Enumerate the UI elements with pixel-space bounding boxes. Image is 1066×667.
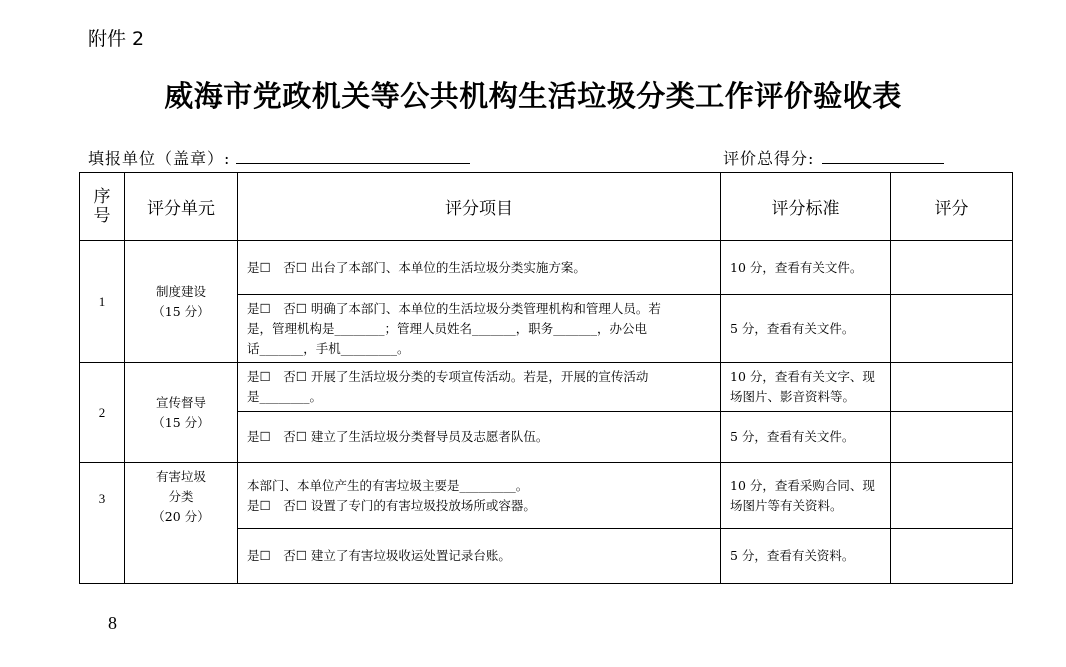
table-row: [80, 463, 1013, 529]
item-line: 是________。: [247, 389, 323, 404]
standard-line: 10 分，查看有关文件。: [730, 259, 863, 275]
fill-unit-label: 填报单位（盖章）:: [88, 149, 231, 168]
header-score: 评分: [891, 173, 1013, 241]
unit-name: 有害垃圾: [155, 469, 206, 484]
group-no: 1: [80, 241, 125, 363]
standard-cell: [721, 463, 891, 529]
fill-unit-row: [88, 146, 470, 169]
standard-line: 5 分，查看有关文件。: [730, 320, 855, 336]
fill-score-blank: [822, 149, 944, 164]
standard-cell: [721, 529, 891, 584]
item-line: 话_______，手机_________。: [247, 340, 410, 356]
standard-cell: [721, 363, 891, 412]
standard-cell: [721, 295, 891, 363]
standard-cell: [721, 412, 891, 463]
standard-line: 10 分，查看采购合同、现: [730, 477, 875, 493]
page-number: 8: [108, 613, 117, 633]
table-row: [80, 241, 1013, 295]
item-cell: [238, 463, 721, 529]
group-unit: [125, 463, 238, 584]
item-line: 是☐ 否☐ 建立了生活垃圾分类督导员及志愿者队伍。: [247, 429, 549, 444]
item-cell: [238, 529, 721, 584]
group-unit: [125, 363, 238, 463]
group-no: 2: [80, 363, 125, 463]
score-cell[interactable]: [891, 412, 1013, 463]
item-cell: [238, 241, 721, 295]
header-item: 评分项目: [238, 173, 721, 241]
evaluation-table: [79, 172, 1013, 584]
table-header-row: [80, 173, 1013, 241]
table-row: [80, 363, 1013, 412]
group-unit: [125, 241, 238, 363]
unit-name: 分类: [168, 489, 194, 504]
header-unit: 评分单元: [125, 173, 238, 241]
unit-points: （15 分）: [152, 303, 210, 319]
standard-line: 5 分，查看有关资料。: [730, 548, 855, 563]
score-cell[interactable]: [891, 241, 1013, 295]
unit-points: （15 分）: [152, 414, 210, 430]
fill-unit-blank: [236, 149, 470, 164]
header-standard: 评分标准: [721, 173, 891, 241]
item-line: 是，管理机构是________；管理人员姓名_______，职务_______，办公电: [247, 320, 648, 336]
item-line: 是☐ 否☐ 出台了本部门、本单位的生活垃圾分类实施方案。: [247, 259, 586, 275]
score-cell[interactable]: [891, 363, 1013, 412]
standard-line: 场图片、影音资料等。: [730, 389, 856, 404]
unit-name: 宣传督导: [155, 394, 206, 410]
score-cell[interactable]: [891, 295, 1013, 363]
item-cell: [238, 363, 721, 412]
document-title: 威海市党政机关等公共机构生活垃圾分类工作评价验收表: [164, 79, 902, 113]
fill-score-row: [723, 146, 944, 169]
header-no: [80, 173, 125, 241]
attachment-label: 附件 2: [88, 28, 145, 50]
standard-line: 场图片等有关资料。: [730, 497, 843, 513]
group-no: 3: [80, 463, 125, 584]
unit-name: 制度建设: [155, 283, 206, 299]
item-line: 本部门、本单位产生的有害垃圾主要是_________。: [247, 477, 529, 493]
item-cell: [238, 295, 721, 363]
header-no-text: 序号: [93, 186, 111, 226]
standard-line: 10 分，查看有关文字、现: [730, 369, 875, 384]
item-cell: [238, 412, 721, 463]
score-cell[interactable]: [891, 529, 1013, 584]
fill-score-label: 评价总得分:: [723, 149, 815, 168]
standard-cell: [721, 241, 891, 295]
item-line: 是☐ 否☐ 设置了专门的有害垃圾投放场所或容器。: [247, 497, 536, 513]
unit-points: （20 分）: [152, 509, 210, 524]
item-line: 是☐ 否☐ 明确了本部门、本单位的生活垃圾分类管理机构和管理人员。若: [247, 300, 661, 316]
score-cell[interactable]: [891, 463, 1013, 529]
standard-line: 5 分，查看有关文件。: [730, 429, 855, 444]
item-line: 是☐ 否☐ 开展了生活垃圾分类的专项宣传活动。若是，开展的宣传活动: [247, 369, 649, 384]
item-line: 是☐ 否☐ 建立了有害垃圾收运处置记录台账。: [247, 548, 511, 563]
